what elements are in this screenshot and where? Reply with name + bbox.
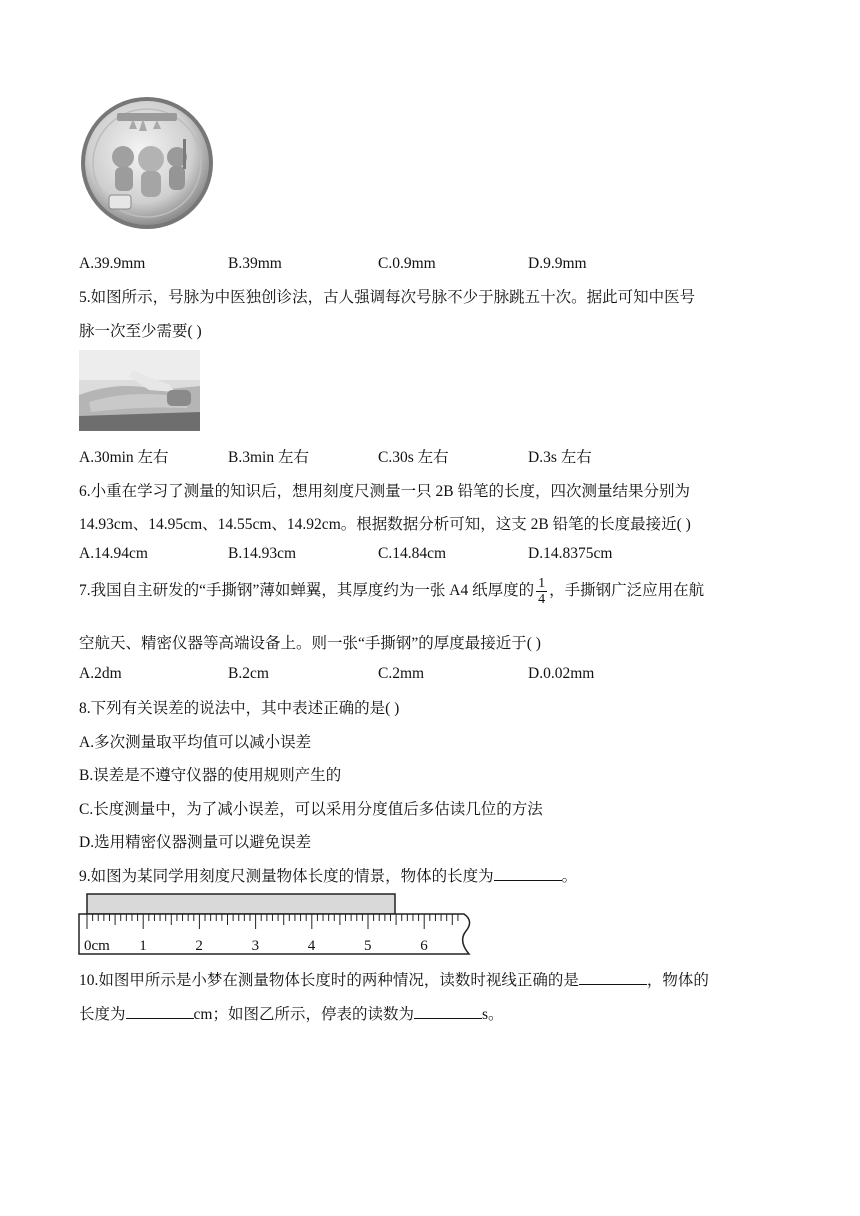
measured-object (87, 894, 395, 914)
q8-option-d: D.选用精密仪器测量可以避免误差 (79, 834, 312, 851)
ruler-label: 4 (307, 938, 316, 954)
q10-line-1-pre: 10.如图甲所示是小梦在测量物体长度时的两种情况，读数时视线正确的是 (79, 972, 579, 989)
fraction-numerator: 1 (538, 576, 546, 591)
q5-line-1: 5.如图所示，号脉为中医独创诊法，古人强调每次号脉不少于脉跳五十次。据此可知中医号 (79, 289, 696, 306)
q9-answer-blank (494, 866, 562, 881)
q7-option-a: A.2dm (79, 665, 122, 682)
q10-line-1 (79, 968, 709, 990)
ruler-label: 6 (420, 938, 428, 954)
ruler-label: 5 (364, 938, 372, 954)
commemorative-coin-photo (79, 95, 215, 231)
q6-line-1: 6.小重在学习了测量的知识后，想用刻度尺测量一只 2B 铅笔的长度，四次测量结果分别为 (79, 483, 690, 500)
q10-stopwatch-blank (414, 1004, 482, 1019)
q4-option-c: C.0.9mm (378, 255, 436, 272)
q10-line-2 (79, 1002, 504, 1024)
ruler-label: 3 (251, 938, 260, 954)
q6-option-a: A.14.94cm (79, 545, 148, 562)
q10-length-blank (126, 1004, 194, 1019)
q8-option-b: B.误差是不遵守仪器的使用规则产生的 (79, 767, 342, 784)
q7-line-1-post: ，手撕钢广泛应用在航 (549, 582, 705, 600)
q6-line-2: 14.93cm、14.95cm、14.55cm、14.92cm。根据数据分析可知，这支 2B 铅笔的长度最接近( ) (79, 516, 691, 533)
q10-line-2-c: s。 (481, 1006, 504, 1023)
q5-option-c: C.30s 左右 (378, 449, 449, 466)
q9-line-1-pre: 9.如图为某同学用刻度尺测量物体长度的情景，物体的长度为 (79, 868, 494, 885)
q10-line-1-post: ，物体的 (646, 972, 709, 989)
q7-option-b: B.2cm (228, 665, 269, 682)
q5-option-a: A.30min 左右 (79, 449, 169, 466)
pulse-diagnosis-photo (79, 350, 200, 431)
q7-line-1 (79, 576, 704, 607)
q5-option-b: B.3min 左右 (228, 449, 309, 466)
ruler-label: 0cm (84, 938, 110, 954)
q10-line-2-a: 长度为 (79, 1006, 126, 1023)
q7-line-2: 空航天、精密仪器等高端设备上。则一张“手撕钢”的厚度最接近于( ) (79, 635, 541, 652)
q5-option-d: D.3s 左右 (528, 449, 592, 466)
q8-line-1: 8.下列有关误差的说法中，其中表述正确的是( ) (79, 700, 400, 717)
ruler-figure (76, 893, 476, 957)
q9-line-1-post: 。 (561, 868, 578, 885)
q9-line-1 (79, 864, 577, 886)
q6-option-d: D.14.8375cm (528, 545, 613, 562)
q4-option-a: A.39.9mm (79, 255, 146, 272)
ruler-label: 1 (139, 938, 147, 954)
fraction-denominator: 4 (538, 592, 546, 607)
q7-option-c: C.2mm (378, 665, 425, 682)
q5-line-2: 脉一次至少需要( ) (79, 323, 202, 340)
q7-option-d: D.0.02mm (528, 665, 595, 682)
q8-option-a: A.多次测量取平均值可以减小误差 (79, 734, 312, 751)
q4-option-d: D.9.9mm (528, 255, 587, 272)
fraction-one-quarter (536, 576, 547, 607)
q6-option-c: C.14.84cm (378, 545, 447, 562)
q10-sightline-blank (579, 970, 647, 985)
q10-line-2-b: cm；如图乙所示，停表的读数为 (193, 1006, 414, 1023)
q7-line-1-pre: 7.我国自主研发的“手撕钢”薄如蝉翼，其厚度约为一张 A4 纸厚度的 (79, 582, 535, 600)
ruler-label: 2 (195, 938, 203, 954)
q6-option-b: B.14.93cm (228, 545, 297, 562)
q4-option-b: B.39mm (228, 255, 282, 272)
q8-option-c: C.长度测量中，为了减小误差，可以采用分度值后多估读几位的方法 (79, 801, 543, 818)
